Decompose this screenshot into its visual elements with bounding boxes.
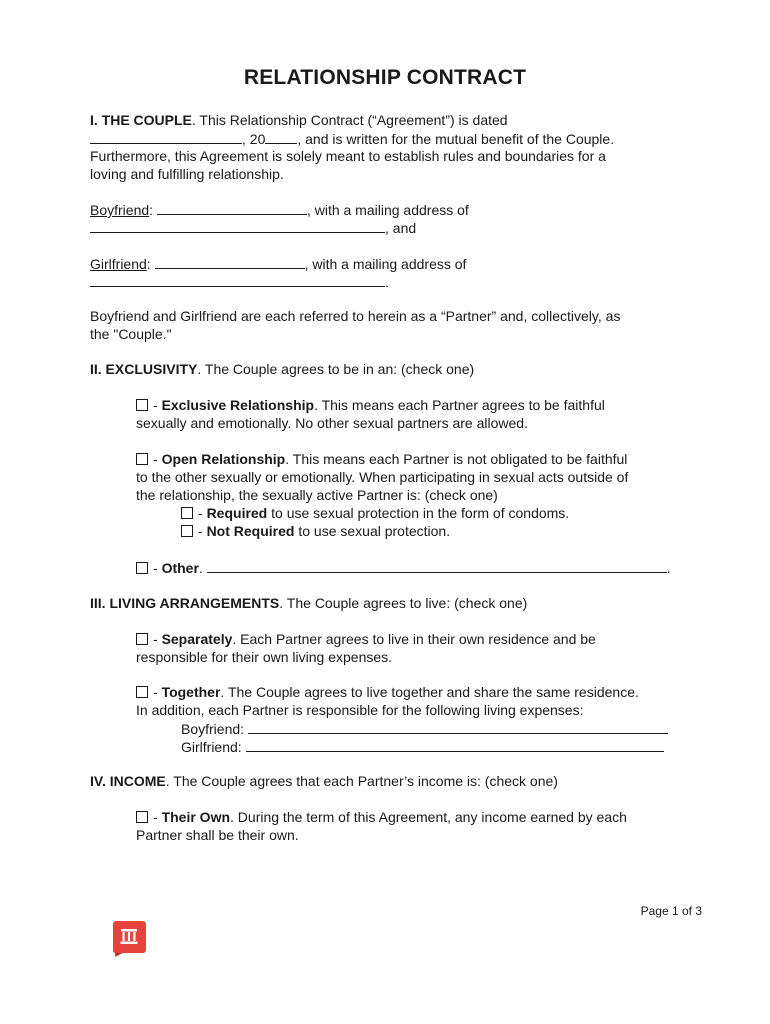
girlfriend-line: Girlfriend: , with a mailing address of	[90, 256, 467, 272]
boyfriend-expenses-blank[interactable]	[248, 719, 668, 734]
boyfriend-label: Boyfriend	[90, 202, 150, 218]
boyfriend-address-blank[interactable]	[90, 218, 385, 233]
exclusive-label: Exclusive Relationship	[161, 397, 315, 413]
section-1-line-1: I. THE COUPLE. This Relationship Contract (“Agreement”) is dated	[90, 112, 508, 128]
their-own-label: Their Own	[161, 809, 231, 825]
girlfriend-name-blank[interactable]	[155, 254, 305, 269]
not-required-label: Not Required	[206, 523, 295, 539]
date-blank[interactable]	[90, 129, 242, 144]
section-4-heading: IV. INCOME	[90, 773, 166, 789]
partner-definition-line-1: Boyfriend and Girlfriend are each referred to herein as a “Partner” and, collectively, as	[90, 308, 621, 324]
other-option: - Other. .	[136, 558, 671, 577]
section-4-line: IV. INCOME. The Couple agrees that each Partner’s income is: (check one)	[90, 773, 558, 789]
separately-option: - Separately. Each Partner agrees to live in their own residence and be	[136, 630, 596, 648]
together-option: - Together. The Couple agrees to live together and share the same residence.	[136, 683, 639, 701]
girlfriend-expenses-label: Girlfriend:	[181, 739, 246, 755]
open-text-3: the relationship, the sexually active Partner is: (check one)	[136, 487, 498, 503]
open-option: - Open Relationship. This means each Partner is not obligated to be faithful	[136, 450, 627, 468]
boyfriend-name-blank[interactable]	[157, 200, 307, 215]
required-option: - Required to use sexual protection in the form of condoms.	[181, 504, 569, 522]
girlfriend-expenses-line	[181, 737, 664, 756]
section-1-line-3: Furthermore, this Agreement is solely meant to establish rules and boundaries for a	[90, 148, 606, 164]
section-1-line-4: loving and fulfilling relationship.	[90, 166, 284, 182]
section-2-line: II. EXCLUSIVITY. The Couple agrees to be in an: (check one)	[90, 361, 475, 377]
together-text-2: In addition, each Partner is responsible for the following living expenses:	[136, 702, 584, 718]
their-own-option: - Their Own. During the term of this Agreement, any income earned by each	[136, 808, 627, 826]
separately-checkbox[interactable]	[136, 633, 148, 645]
their-own-text-2: Partner shall be their own.	[136, 827, 299, 843]
open-label: Open Relationship	[161, 451, 286, 467]
boyfriend-expenses-line	[181, 719, 668, 738]
boyfriend-line: Boyfriend: , with a mailing address of	[90, 202, 469, 218]
other-checkbox[interactable]	[136, 562, 148, 574]
separately-text-2: responsible for their own living expenses.	[136, 649, 393, 665]
girlfriend-address-blank[interactable]	[90, 272, 385, 287]
girlfriend-address-line: .	[90, 272, 389, 291]
open-text-2: to the other sexually or emotionally. When participating in sexual acts outside of	[136, 469, 629, 485]
section-3-line: III. LIVING ARRANGEMENTS. The Couple agrees to live: (check one)	[90, 595, 528, 611]
together-label: Together	[161, 684, 221, 700]
page-number: Page 1 of 3	[640, 904, 702, 918]
year-blank[interactable]	[265, 129, 297, 144]
page-title: RELATIONSHIP CONTRACT	[243, 66, 527, 89]
boyfriend-address-line: , and	[90, 218, 416, 237]
girlfriend-label: Girlfriend	[90, 256, 147, 272]
other-label: Other	[161, 560, 199, 576]
partner-definition-line-2: the "Couple."	[90, 326, 172, 342]
section-2-heading: II. EXCLUSIVITY	[90, 361, 198, 377]
not-required-checkbox[interactable]	[181, 525, 193, 537]
exclusive-option: - Exclusive Relationship. This means each Partner agrees to be faithful	[136, 396, 605, 414]
separately-label: Separately	[161, 631, 233, 647]
not-required-option: - Not Required to use sexual protection.	[181, 522, 450, 540]
required-label: Required	[206, 505, 268, 521]
together-checkbox[interactable]	[136, 686, 148, 698]
boyfriend-expenses-label: Boyfriend:	[181, 721, 248, 737]
exclusive-text-2: sexually and emotionally. No other sexual partners are allowed.	[136, 415, 528, 431]
section-1-heading: I. THE COUPLE	[90, 112, 192, 128]
other-blank[interactable]	[207, 558, 667, 573]
open-checkbox[interactable]	[136, 453, 148, 465]
section-1-line-2: , 20 , and is written for the mutual benefit of the Couple.	[90, 129, 614, 148]
exclusive-checkbox[interactable]	[136, 399, 148, 411]
section-3-heading: III. LIVING ARRANGEMENTS	[90, 595, 280, 611]
girlfriend-expenses-blank[interactable]	[246, 737, 664, 752]
document-logo-icon	[109, 917, 149, 957]
required-checkbox[interactable]	[181, 507, 193, 519]
their-own-checkbox[interactable]	[136, 811, 148, 823]
